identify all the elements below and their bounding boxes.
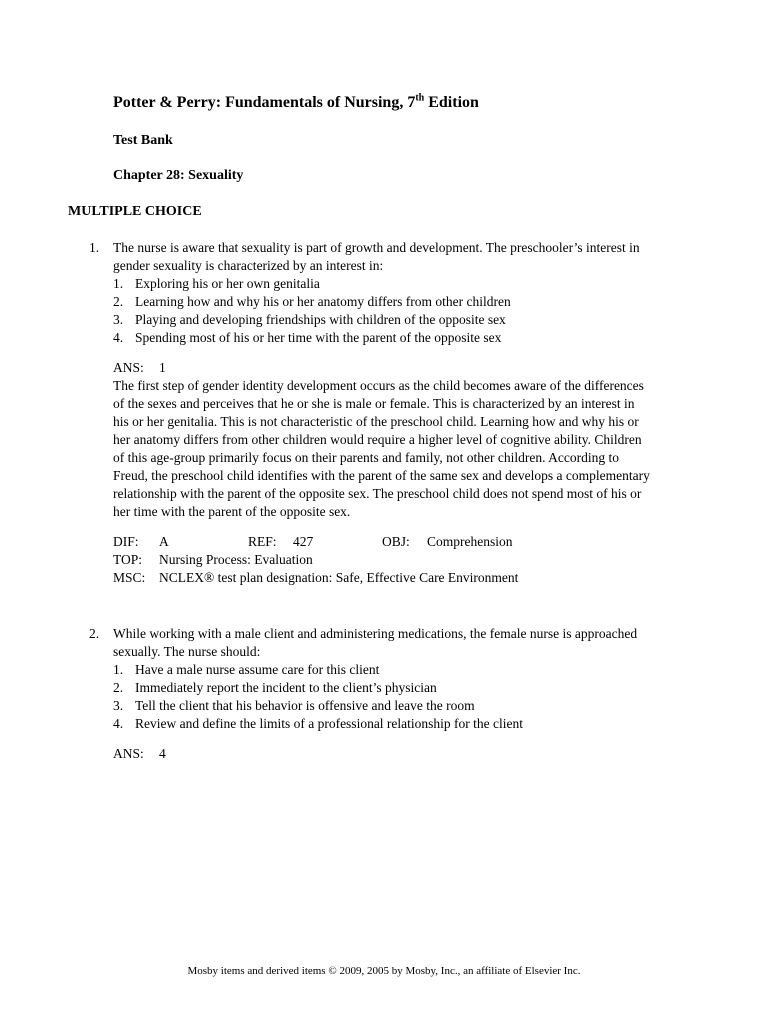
answer-value: 4: [159, 746, 166, 761]
ref-value: 427: [293, 534, 314, 549]
question-number: 2.: [89, 626, 100, 641]
option-text: Exploring his or her own genitalia: [135, 276, 320, 291]
option-text: Immediately report the incident to the client’s physician: [135, 680, 437, 695]
answer-option: [113, 275, 654, 293]
question-2: [89, 625, 654, 763]
option-number: 3.: [113, 312, 124, 327]
answer-options: [113, 275, 654, 347]
ref-label: REF:: [248, 534, 277, 549]
dif-label: DIF:: [113, 534, 139, 549]
question-stem: While working with a male client and administering medications, the female nurse is approached sexually. The nurse should:: [113, 626, 638, 659]
answer-value: 1: [159, 360, 166, 375]
question-1: [89, 239, 654, 587]
msc-value: NCLEX® test plan designation: Safe, Effective Care Environment: [159, 570, 519, 585]
document-title: [113, 94, 479, 112]
answer-option: [113, 715, 654, 733]
obj-label: OBJ:: [382, 534, 410, 549]
answer-option: [113, 661, 654, 679]
question-number: 1.: [89, 240, 100, 255]
answer-option: [113, 293, 654, 311]
option-number: 2.: [113, 680, 124, 695]
answer-label: ANS:: [113, 360, 144, 375]
metadata-row: [113, 533, 654, 551]
option-number: 3.: [113, 698, 124, 713]
option-number: 2.: [113, 294, 124, 309]
chapter-heading: Chapter 28: Sexuality: [113, 168, 244, 183]
option-text: Review and define the limits of a professional relationship for the client: [135, 716, 524, 731]
answer-options: [113, 661, 654, 733]
answer-option: [113, 679, 654, 697]
metadata-row: [113, 551, 654, 569]
answer-line: [113, 745, 654, 763]
option-text: Have a male nurse assume care for this client: [135, 662, 380, 677]
option-number: 1.: [113, 276, 124, 291]
dif-value: A: [159, 534, 169, 549]
option-number: 4.: [113, 330, 124, 345]
document-subtitle: Test Bank: [113, 133, 173, 148]
title-edition: Edition: [424, 94, 479, 111]
msc-label: MSC:: [113, 570, 146, 585]
option-text: Spending most of his or her time with the parent of the opposite sex: [135, 330, 502, 345]
answer-line: [113, 359, 654, 377]
metadata-row: [113, 569, 654, 587]
option-text: Learning how and why his or her anatomy differs from other children: [135, 294, 511, 309]
title-text: Potter & Perry: Fundamentals of Nursing, 7: [113, 94, 416, 111]
copyright-footer: Mosby items and derived items © 2009, 2005 by Mosby, Inc., an affiliate of Elsevier Inc.: [187, 965, 581, 977]
answer-label: ANS:: [113, 746, 144, 761]
top-value: Nursing Process: Evaluation: [159, 552, 313, 567]
section-heading: MULTIPLE CHOICE: [68, 204, 202, 219]
obj-value: Comprehension: [427, 534, 513, 549]
answer-option: [113, 329, 654, 347]
answer-option: [113, 697, 654, 715]
option-text: Tell the client that his behavior is offensive and leave the room: [135, 698, 475, 713]
option-text: Playing and developing friendships with children of the opposite sex: [135, 312, 506, 327]
question-metadata: [113, 533, 654, 587]
option-number: 1.: [113, 662, 124, 677]
question-stem: The nurse is aware that sexuality is part of growth and development. The preschooler’s interest in gender sexuality is characterized by an interest in:: [113, 240, 640, 273]
top-label: TOP:: [113, 552, 143, 567]
answer-option: [113, 311, 654, 329]
option-number: 4.: [113, 716, 124, 731]
answer-rationale: The first step of gender identity development occurs as the child becomes aware of the differences of the sexes and perceives that he or she is male or female. This is characterized by an interest in his or her genitalia. This is not characteristic of the preschool child. Learning how and why his or her anatomy differs from other children would require a higher level of cognitive ability. Children of this age-group primarily focus on their parents and family, not other children. According to Freud, the preschool child identifies with the parent of the same sex and develops a complementary relationship with the parent of the opposite sex. The preschool child does not spend most of his or her time with the parent of the opposite sex.: [113, 378, 650, 519]
title-superscript: th: [415, 92, 425, 104]
